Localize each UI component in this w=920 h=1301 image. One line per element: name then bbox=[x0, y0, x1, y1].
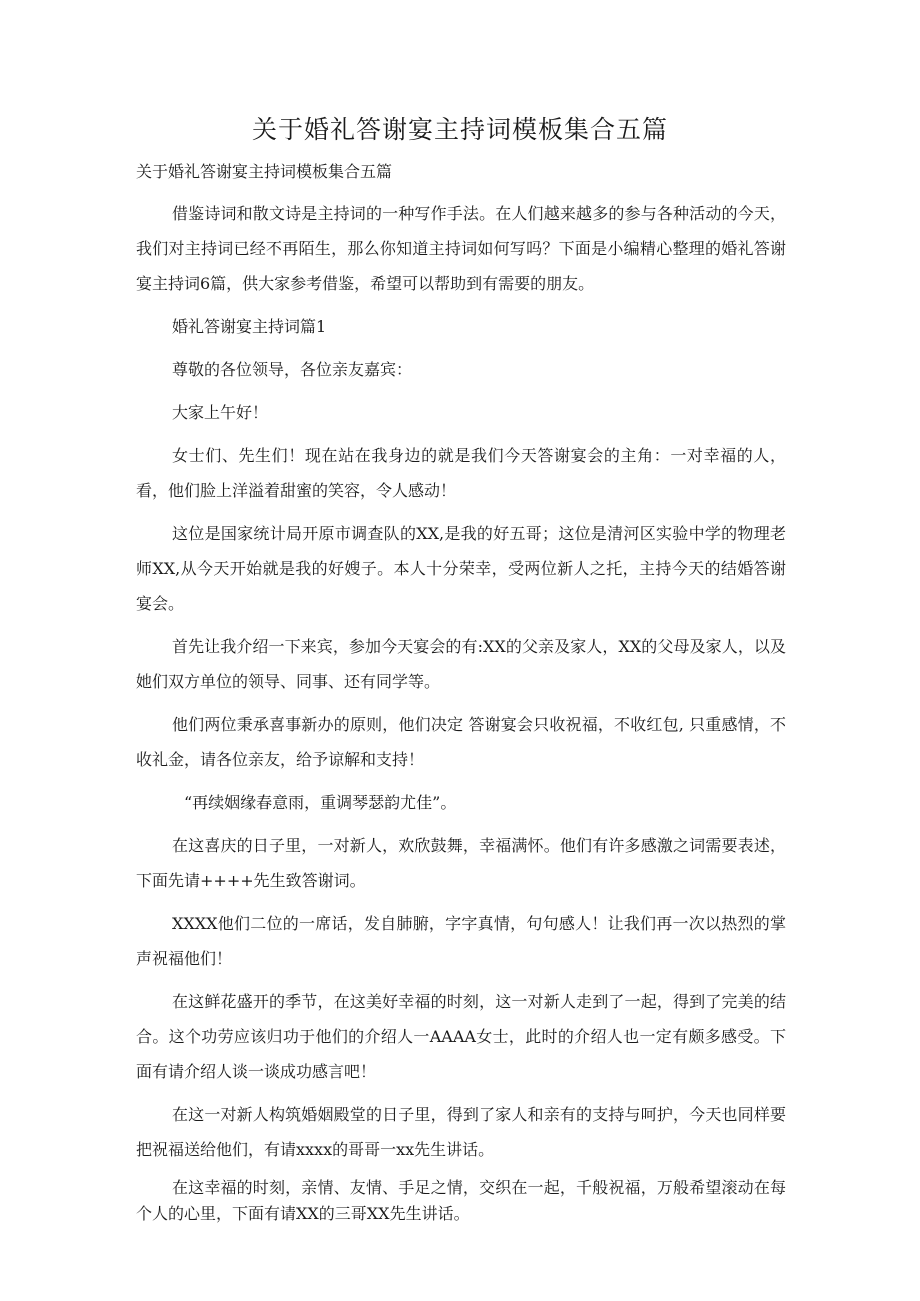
paragraph-text: 他们两位秉承喜事新办的原则，他们决定 答谢宴会只收祝福，不收红包, 只重感情，不收礼金，请各位亲友，给予谅解和支持！ bbox=[136, 715, 786, 769]
paragraph-text: 在这一对新人构筑婚姻殿堂的日子里，得到了家人和亲有的支持与呵护，今天也同样要把祝福送给他们，有请xxxx的哥哥一xx先生讲话。 bbox=[136, 1105, 786, 1159]
document-body bbox=[136, 196, 786, 1235]
paragraph-text: 在这幸福的时刻，亲情、友情、手足之情，交织在一起，千般祝福，万般希望滚动在每个人的心里，下面有请XX的三哥XX先生讲话。 bbox=[136, 1178, 786, 1223]
section-heading: 婚礼答谢宴主持词篇1 bbox=[172, 317, 327, 336]
page-title: 关于婚礼答谢宴主持词模板集合五篇 bbox=[251, 115, 668, 144]
paragraph-greeting: 大家上午好！ bbox=[172, 403, 269, 422]
paragraph-text: 在这鲜花盛开的季节，在这美好幸福的时刻，这一对新人走到了一起，得到了完美的结合。这个功劳应该归功于他们的介绍人一AAAA女士，此时的介绍人也一定有颇多感受。下面有请介绍人谈一谈成功感言吧！ bbox=[136, 992, 786, 1081]
paragraph-salutation: 尊敬的各位领导，各位亲友嘉宾： bbox=[172, 360, 413, 379]
paragraph-intro: 借鉴诗词和散文诗是主持词的一种写作手法。在人们越来越多的参与各种活动的今天，我们对主持词已经不再陌生，那么你知道主持词如何写吗？下面是小编精心整理的婚礼答谢宴主持词6篇，供大家参考借鉴，希望可以帮助到有需要的朋友。 bbox=[136, 204, 786, 293]
paragraph-text: 女士们、先生们！现在站在我身边的就是我们今天答谢宴会的主角：一对幸福的人，看，他们脸上洋溢着甜蜜的笑容，令人感动！ bbox=[136, 446, 786, 500]
paragraph-text: XXXX他们二位的一席话，发自肺腑，字字真情，句句感人！让我们再一次以热烈的掌声祝福他们！ bbox=[136, 914, 786, 968]
document-subtitle: 关于婚礼答谢宴主持词模板集合五篇 bbox=[136, 162, 393, 181]
paragraph-text: 这位是国家统计局开原市调查队的XX,是我的好五哥；这位是清河区实验中学的物理老师XX,从今天开始就是我的好嫂子。本人十分荣幸，受两位新人之托，主持今天的结婚答谢宴会。 bbox=[136, 524, 786, 613]
paragraph-text: 在这喜庆的日子里，一对新人，欢欣鼓舞，幸福满怀。他们有许多感激之词需要表述，下面先请++++先生致答谢词。 bbox=[136, 836, 786, 890]
paragraph-text: 首先让我介绍一下来宾，参加今天宴会的有:XX的父亲及家人，XX的父母及家人，以及她们双方单位的领导、同事、还有同学等。 bbox=[136, 637, 786, 691]
paragraph-quote: “再续姻缘春意雨，重调琴瑟韵尤佳”。 bbox=[184, 793, 457, 812]
